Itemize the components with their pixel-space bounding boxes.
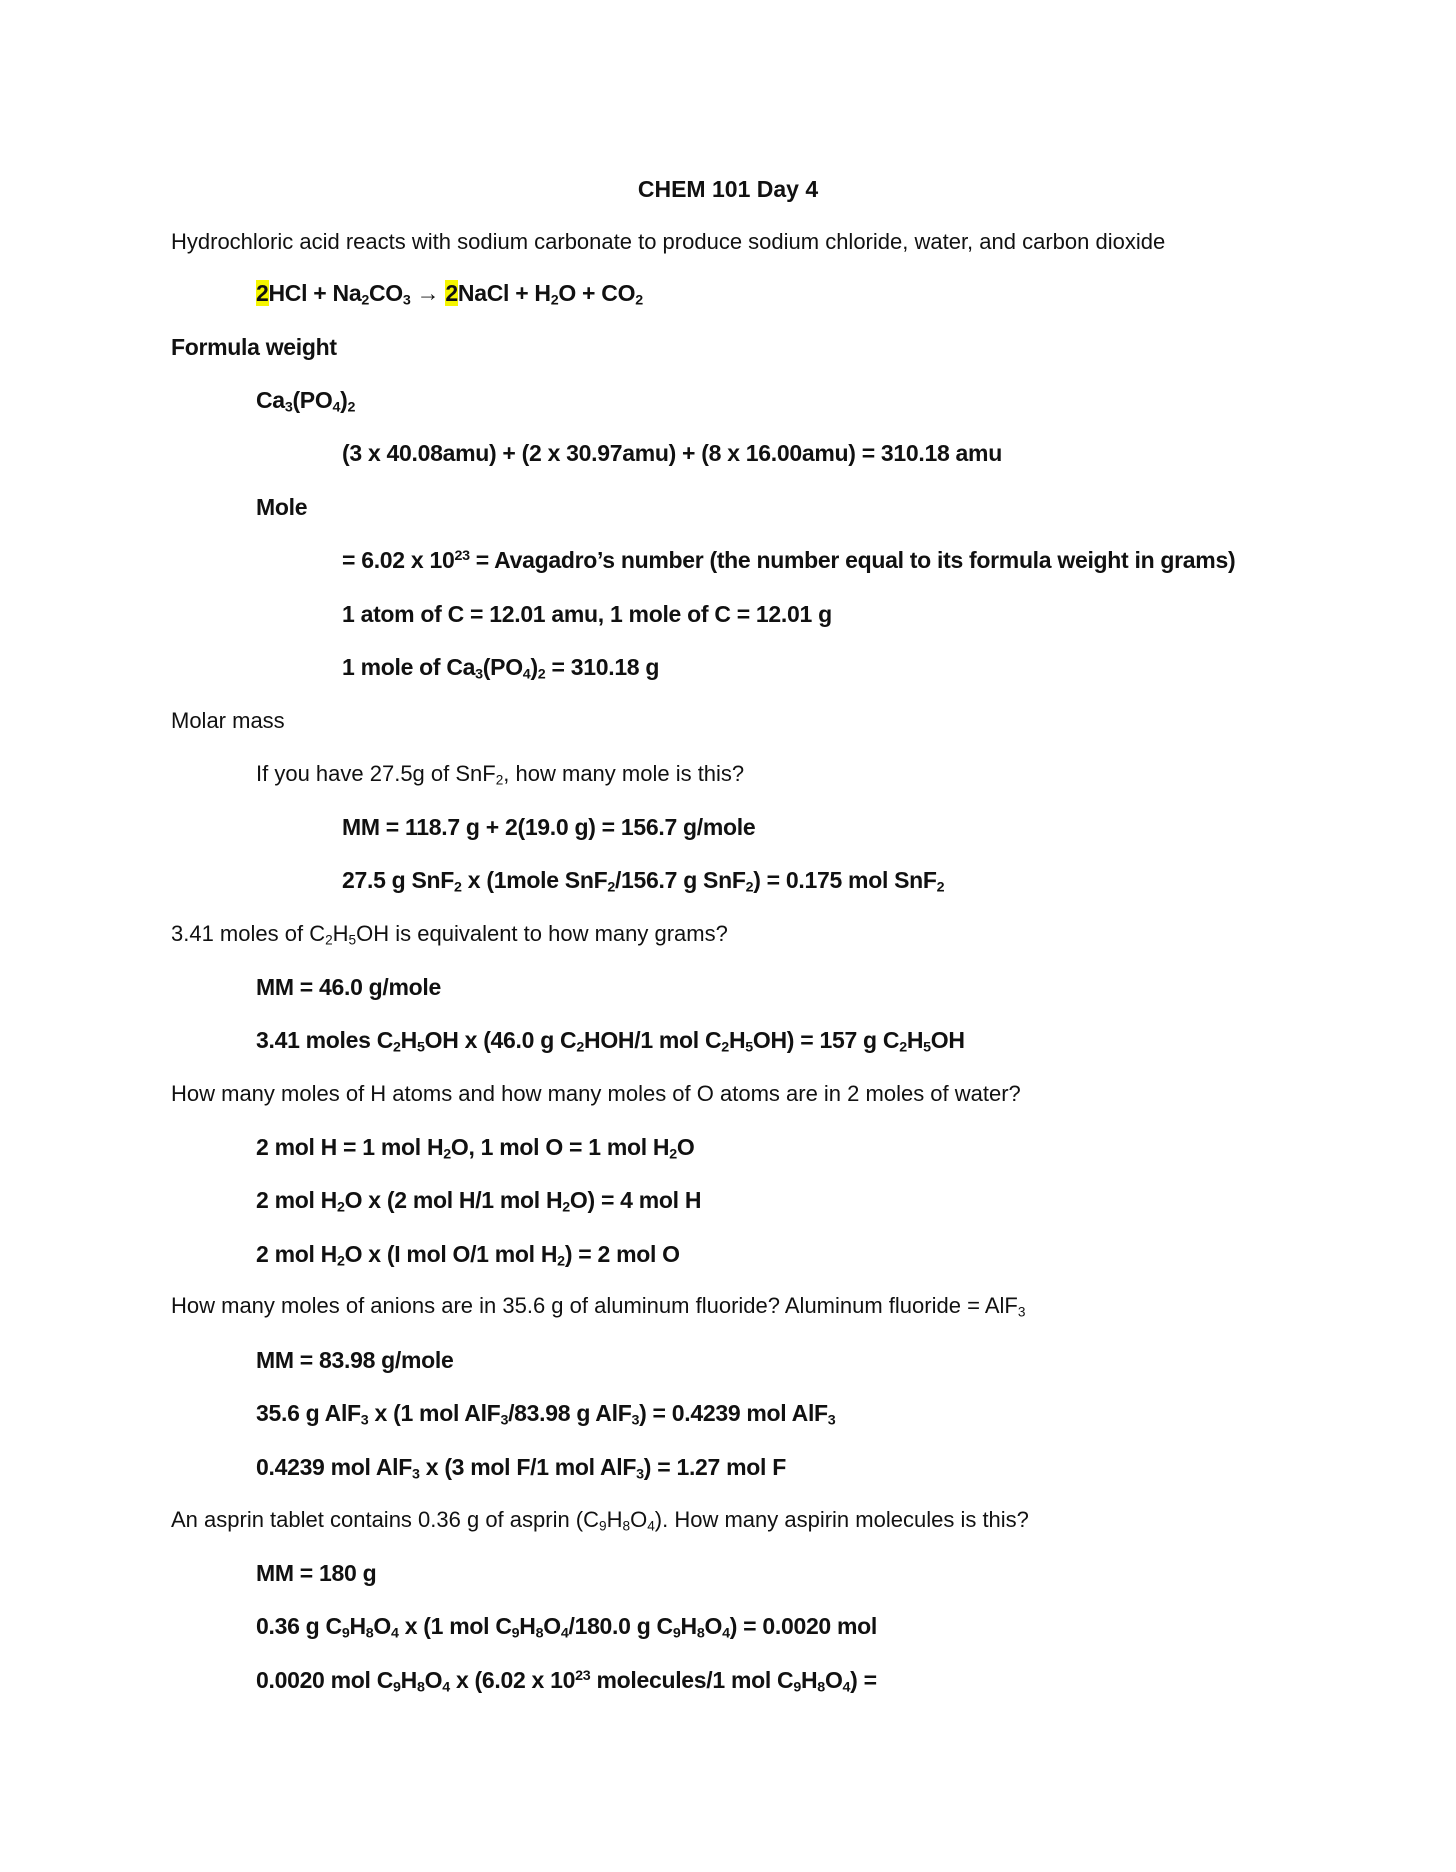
- line-alf3-mm: MM = 83.98 g/mole: [256, 1347, 454, 1373]
- line-water-question: How many moles of H atoms and how many moles of O atoms are in 2 moles of water?: [171, 1081, 1021, 1106]
- line-aspirin-mm: MM = 180 g: [256, 1560, 377, 1586]
- line-molar-mass-heading: Molar mass: [171, 708, 285, 733]
- line-ethanol-calc: 3.41 moles $C_2H_5OH$ x (46.0 g $C_2HOH/1$ mol $C_2H_5OH) = 157$ g $C_2H_5OH$: [256, 1027, 965, 1056]
- line-alf3-question: How many moles of anions are in 35.6 g of aluminum fluoride? Aluminum fluoride = AlF$_3$: [171, 1293, 1026, 1320]
- line-equation: $2HCl + Na_2CO_3$ → 2NaCl + $H_2O + CO_2$: [256, 280, 643, 309]
- line-aspirin-question: An asprin tablet contains 0.36 g of asprin $(C_9H_8O_4)$. How many aspirin molecules is this?: [171, 1507, 1029, 1534]
- line-mole-heading: Mole: [256, 494, 308, 520]
- line-snf2-calc: 27.5 g SnF$_2$ x (1mole SnF$_2$/156.7 g SnF$_2$) = 0.175 mol SnF$_2$: [342, 867, 945, 896]
- line-alf3-f: 0.4239 mol AlF$_3$ x (3 mol F/1 mol AlF$_3$) = 1.27 mol F: [256, 1454, 786, 1483]
- line-ca3po42: $Ca_3(PO_4)_2$: [256, 387, 356, 416]
- line-aspirin-molecules: 0.0020 mol $C_9H_8O_4$ x (6.02 x $10^{23}$ molecules/1 mol $C_9H_8O_4$) =: [256, 1667, 877, 1696]
- line-water-h: 2 mol $H_2O$ x (2 mol H/1 mol $H_2O) = 4$ mol H: [256, 1187, 702, 1216]
- line-ethanol-mm: MM = 46.0 g/mole: [256, 974, 442, 1000]
- line-snf2-mm: MM = 118.7 g + 2(19.0 g) = 156.7 g/mole: [342, 814, 756, 840]
- page-title: CHEM 101 Day 4: [637, 176, 819, 202]
- line-water-o: 2 mol $H_2O$ x (I mol O/1 mol $H_2) = 2$ mol O: [256, 1241, 680, 1270]
- line-alf3-calc: 35.6 g AlF$_3$ x (1 mol AlF$_3$/83.98 g AlF$_3$) = 0.4239 mol AlF$_3$: [256, 1400, 836, 1429]
- line-water-ratio: 2 mol H = 1 mol $H_2O$, 1 mol O = 1 mol $H_2O$: [256, 1134, 695, 1163]
- line-atom-c: 1 atom of C = 12.01 amu, 1 mole of C = 12.01 g: [342, 601, 832, 627]
- line-aspirin-mol: 0.36 g $C_9H_8O_4$ x (1 mol $C_9H_8O_4/180.0$ g $C_9H_8O_4) = 0.0020$ mol: [256, 1613, 878, 1642]
- line-formula-weight-heading: Formula weight: [171, 334, 337, 360]
- line-ethanol-question: 3.41 moles of $C_2H_5OH$ is equivalent to how many grams?: [171, 921, 728, 948]
- line-avogadro: = 6.02 x $10^{23}$ = Avagadro’s number (the number equal to its formula weight in grams): [342, 547, 1236, 573]
- line-snf2-question: If you have 27.5g of SnF$_2$, how many mole is this?: [256, 761, 745, 788]
- line-fw-calc: (3 x 40.08amu) + (2 x 30.97amu) + (8 x 16.00amu) = 310.18 amu: [342, 440, 1002, 466]
- line-intro: Hydrochloric acid reacts with sodium carbonate to produce sodium chloride, water, and carbon dioxide: [171, 229, 1166, 254]
- line-mole-ca: 1 mole of $Ca_3(PO_4)_2 = 310.18$ g: [342, 654, 660, 683]
